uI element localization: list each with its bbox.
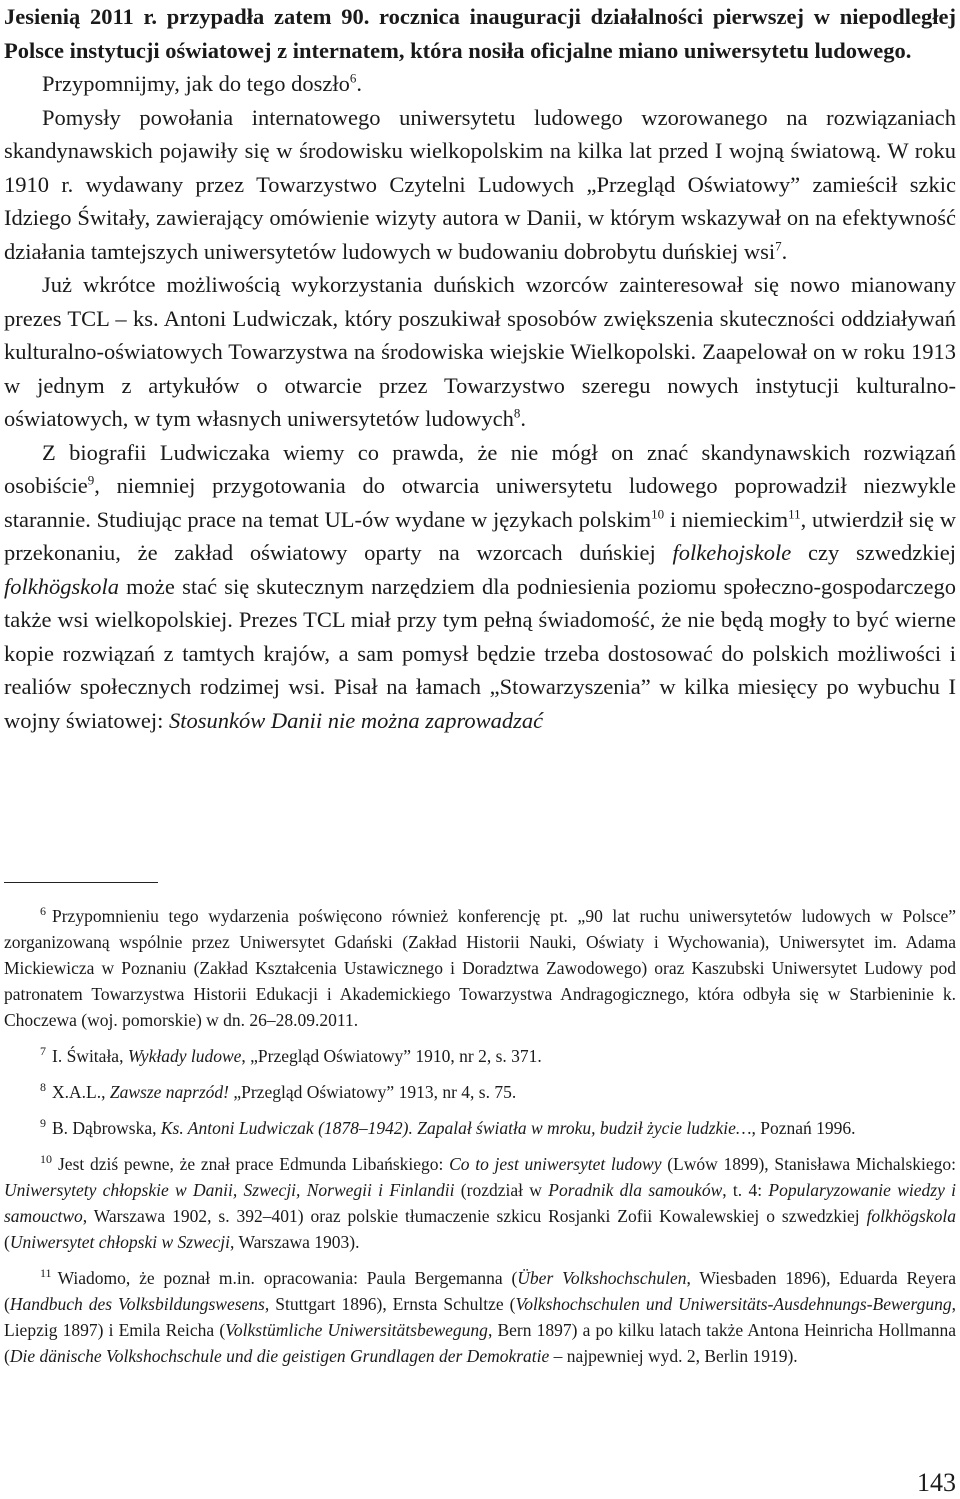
italic-run: Zawsze naprzód! — [109, 1082, 229, 1102]
text-run: , Wiesbaden 1896), Eduarda Reyera ( — [4, 1268, 956, 1314]
text-run: (Lwów 1899), Stanisława Michalskiego: — [661, 1154, 956, 1174]
footnote-ref: 8 — [513, 405, 521, 421]
text-run: Już wkrótce możliwością wykorzystania duńskich wzorców zainteresował się nowo mianowany prezes TCL – ks. Antoni Ludwiczak, który poszukiwał sposobów zwiększenia skuteczności oddziaływań kulturalno-oświatowych Towarzystwa na środowiska wiejskie Wielkopolski. Zaapelował on w roku 1913 w jednym z artykułów o otwarcie przez Towarzystwo szeregu nowych instytucji kulturalno-oświatowych, w tym własnych uniwersytetów ludowych — [4, 272, 956, 431]
italic-run: Uniwersytety chłopskie w Danii, Szwecji, Norwegii i Finlandii — [4, 1180, 455, 1200]
footnote-ref: 9 — [87, 472, 95, 488]
footnotes — [4, 903, 956, 1379]
footnote-number: 7 — [40, 1044, 46, 1059]
italic-run: folkhögskola — [866, 1206, 956, 1226]
italic-run: folkhögskola — [4, 573, 119, 599]
text-run: Wiadomo, że poznał m.in. opracowania: Paula Bergemanna ( — [57, 1268, 518, 1288]
paragraph — [4, 0, 956, 67]
footnote-ref: 6 — [349, 70, 357, 86]
text-run: , Bern 1897) a po kilku latach także Antona Heinricha Hollmanna ( — [4, 1320, 956, 1366]
text-run: , Liepzig 1897) i Emila Reicha ( — [4, 1294, 956, 1340]
footnote-number: 11 — [40, 1266, 52, 1281]
text-run: , Warszawa 1902, s. 392–401) oraz polskie tłumaczenie szkicu Rosjanki Zofii Kowalewskiej o szwedzkiej — [82, 1206, 867, 1226]
text-run: X.A.L., — [52, 1082, 110, 1102]
footnote-ref: 10 — [651, 506, 665, 521]
text-run: , utwierdził się w przekonaniu, że zakład oświatowy oparty na wzorcach duńskiej — [4, 506, 956, 565]
footnote-number: 9 — [40, 1116, 46, 1131]
italic-run: Stosunków Danii nie można zaprowadzać — [168, 707, 544, 733]
text-run: i niemieckim — [664, 506, 789, 532]
text-run: Z biografii Ludwiczaka wiemy co prawda, że nie mógł on znać skandynawskich rozwiązań osobiście — [4, 439, 956, 498]
italic-run: Ks. Antoni Ludwiczak (1878–1942). Zapalał światła w mroku, budził życie ludzkie… — [160, 1118, 752, 1138]
footnote — [4, 903, 956, 1033]
text-run: „Przegląd Oświatowy” 1913, nr 4, s. 75. — [228, 1082, 517, 1102]
text-run: I. Świtała, — [52, 1046, 128, 1066]
italic-run: Die dänische Volkshochschule und die geistigen Grundlagen der Demokratie — [9, 1346, 550, 1366]
italic-run: Handbuch des Volksbildungswesens — [9, 1294, 265, 1314]
paragraph — [4, 101, 956, 269]
text-run: Jest dziś pewne, że znał prace Edmunda Libańskiego: — [58, 1154, 450, 1174]
text-run: Jesienią 2011 r. przypadła zatem 90. rocznica inauguracji działalności pierwszej w niepodległej Polsce instytucji oświatowej z internatem, która nosiła oficjalne miano uniwersytetu ludowego. — [4, 4, 956, 63]
paragraph — [4, 436, 956, 738]
text-run: – najpewniej wyd. 2, Berlin 1919). — [549, 1346, 798, 1366]
text-run: . — [520, 406, 527, 431]
italic-run: Uniwersytet chłopski w Szwecji — [9, 1232, 231, 1252]
text-run: . — [781, 238, 788, 264]
text-run: Pomysły powołania internatowego uniwersytetu ludowego wzorowanego na rozwiązaniach skandynawskich pojawiły się w środowisku wielkopolskim na kilka lat przed I wojną światową. W roku 1910 r. wydawany przez Towarzystwo Czytelni Ludowych „Przegląd Oświatowy” zamieścił szkic Idziego Świtały, zawierający omówienie wizyty autora w Danii, w którym wskazywał on na efektywność działania tamtejszych uniwersytetów ludowych w budowaniu dobrobytu duńskiej wsi — [4, 104, 956, 264]
italic-run: Popularyzowanie wiedzy i samouctwo — [4, 1180, 957, 1226]
page-number: 143 — [917, 1468, 956, 1497]
text-run: Przypomnieniu tego wydarzenia poświęcono również konferencję pt. „90 lat ruchu uniwersytetów ludowych w Polsce” zorganizowaną wspólnie przez Uniwersytet Gdański (Zakład Historii Nauki, Oświaty i Wychowania), Uniwersytet im. Adama Mickiewicza w Poznaniu (Zakład Kształcenia Ustawicznego i Doradztwa Zawodowego) oraz Kaszubski Uniwersytet Ludowy pod patronatem Towarzystwa Historii Edukacji i Akademickiego Towarzystwa Andragogicznego, która odbyła się w Starbieninie k. Choczewa (woj. pomorskie) w dn. 26–28.09.2011. — [4, 906, 956, 1030]
text-run: , t. 4: — [722, 1180, 769, 1200]
text-run: czy szwedzkiej — [791, 540, 956, 565]
main-text — [4, 0, 956, 737]
footnote — [4, 1265, 956, 1369]
text-run: Przypomnijmy, jak do tego doszło — [42, 71, 350, 96]
footnote — [4, 1151, 956, 1255]
italic-run: folkehojskole — [672, 540, 792, 565]
paragraph — [4, 268, 956, 436]
text-run: . — [356, 71, 363, 96]
document-page — [4, 0, 956, 1499]
italic-run: Co to jest uniwersytet ludowy — [449, 1154, 662, 1174]
footnote-ref: 7 — [775, 238, 782, 253]
footnote-number: 10 — [40, 1152, 52, 1167]
text-run: , „Przegląd Oświatowy” 1910, nr 2, s. 371. — [241, 1046, 542, 1066]
footnote — [4, 1079, 956, 1105]
text-run: ( — [4, 1232, 10, 1252]
footnote-number: 8 — [40, 1080, 46, 1095]
footnote-ref: 11 — [788, 506, 801, 521]
text-run: (rozdział w — [454, 1180, 549, 1200]
italic-run: Poradnik dla samouków — [548, 1180, 723, 1200]
footnote-separator — [4, 882, 158, 883]
text-run: , Stuttgart 1896), Ernsta Schultze ( — [264, 1294, 516, 1314]
text-run: , niemniej przygotowania do otwarcia uniwersytetu ludowego poprowadził niezwykle starannie. Studiując prace na temat UL-ów wydane w językach polskim — [4, 473, 956, 532]
italic-run: Volkstümliche Uniwersitätsbewegung — [225, 1320, 488, 1340]
footnote — [4, 1115, 956, 1141]
italic-run: Wykłady ludowe — [127, 1046, 242, 1066]
text-run: , Warszawa 1903). — [230, 1232, 360, 1252]
text-run: B. Dąbrowska, — [52, 1118, 161, 1138]
text-run: , Poznań 1996. — [751, 1118, 856, 1138]
italic-run: Volkshochschulen und Uniwersitäts-Ausdehnungs-Bewergung — [515, 1294, 952, 1314]
footnote — [4, 1043, 956, 1069]
paragraph — [4, 67, 956, 101]
footnote-number: 6 — [40, 904, 46, 919]
text-run: może stać się skutecznym narzędziem dla podniesienia poziomu społeczno-gospodarczego także wsi wielkopolskiej. Prezes TCL miał przy tym pełną świadomość, że nie będą mogły to być wierne kopie rozwiązań z tamtych krajów, a sam pomysł będzie trzeba dostosować do polskich możliwości i realiów społecznych rodzimej wsi. Pisał na łamach „Stowarzyszenia” w kilka miesięcy po wybuchu I wojny światowej: — [4, 573, 956, 733]
italic-run: Über Volkshochschulen — [517, 1268, 687, 1288]
